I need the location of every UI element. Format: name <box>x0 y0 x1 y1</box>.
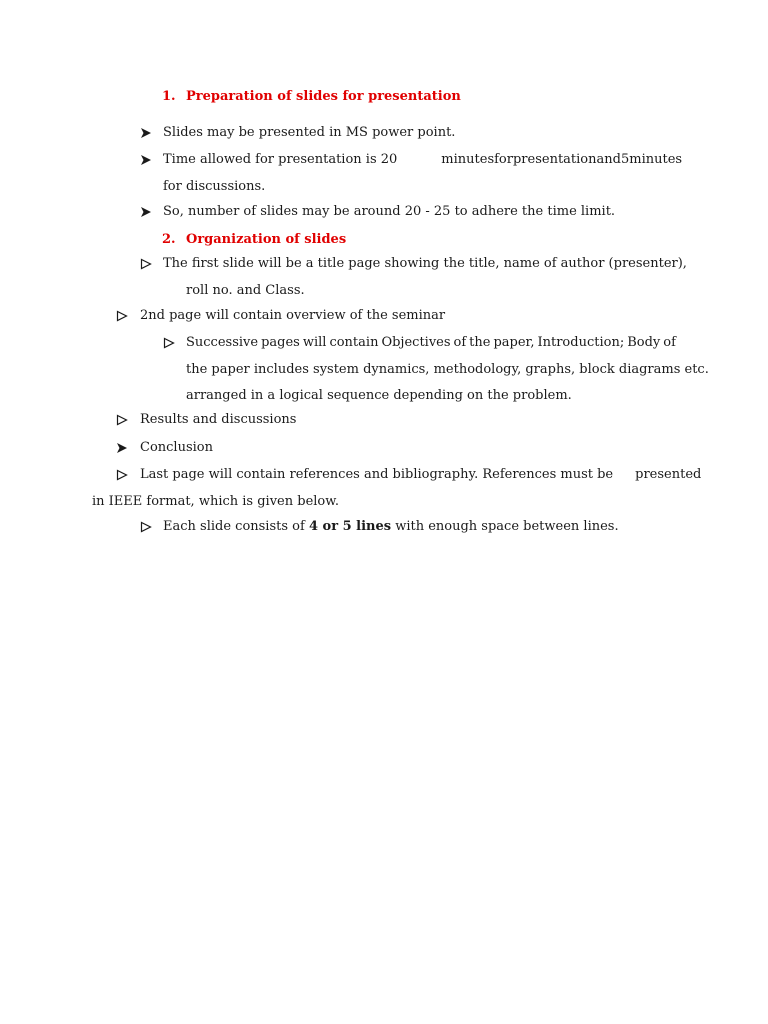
bullet-text-conclusion: Conclusion <box>140 440 213 455</box>
arrowhead-bullet-icon <box>116 310 128 322</box>
bullet-text-time-allowed-line2: for discussions. <box>163 179 266 194</box>
text-fragment: Objectives <box>381 335 451 350</box>
text-fragment: for <box>494 152 513 167</box>
section-1-number: 1. <box>162 89 176 104</box>
bullet-text-first-slide-line2: roll no. and Class. <box>186 283 305 298</box>
text-fragment: Introduction; <box>537 335 625 350</box>
text-fragment: 5 <box>620 152 630 167</box>
text-fragment: pages <box>261 335 300 350</box>
arrowhead-bullet-icon <box>140 521 152 533</box>
text-fragment: Body <box>627 335 661 350</box>
text-fragment: with enough space between lines. <box>391 519 619 534</box>
text-fragment: Successive <box>186 335 259 350</box>
text-fragment: presented <box>635 467 702 482</box>
arrowhead-bullet-icon <box>116 414 128 426</box>
text-fragment: and <box>596 152 621 167</box>
text-fragment: minutes <box>441 152 495 167</box>
arrowhead-bullet-icon <box>140 154 152 166</box>
text-fragment: Last page will contain references and bibliography. References must be <box>140 467 614 482</box>
bullet-text-successive-pages-line3: arranged in a logical sequence depending on the problem. <box>186 388 572 403</box>
bullet-text-successive-pages-line2: the paper includes system dynamics, methodology, graphs, block diagrams etc. <box>186 362 709 377</box>
text-fragment: Time allowed for presentation is 20 <box>163 152 398 167</box>
section-2-number: 2. <box>162 232 176 247</box>
text-fragment: minutes <box>629 152 683 167</box>
bullet-text-number-of-slides: So, number of slides may be around 20 - 25 to adhere the time limit. <box>163 204 616 219</box>
arrowhead-bullet-icon <box>140 258 152 270</box>
arrowhead-bullet-icon <box>140 206 152 218</box>
bullet-text-each-slide <box>163 519 619 535</box>
text-fragment: will <box>302 335 327 350</box>
section-1-title: Preparation of slides for presentation <box>186 89 461 104</box>
section-2-heading <box>162 232 346 248</box>
text-fragment: paper, <box>493 335 535 350</box>
section-1-heading <box>162 89 461 105</box>
text-fragment: presentation <box>512 152 597 167</box>
text-fragment: Each slide consists of <box>163 519 309 534</box>
bullet-text-results: Results and discussions <box>140 412 297 427</box>
text-fragment: the <box>469 335 491 350</box>
text-fragment: of <box>453 335 467 350</box>
arrowhead-bullet-icon <box>140 127 152 139</box>
bullet-text-first-slide-line1: The first slide will be a title page showing the title, name of author (presenter), <box>163 256 687 271</box>
text-fragment: contain <box>329 335 379 350</box>
section-2-title: Organization of slides <box>186 232 347 247</box>
arrowhead-bullet-icon <box>116 469 128 481</box>
arrowhead-bullet-icon <box>163 337 175 349</box>
bullet-text-second-page: 2nd page will contain overview of the seminar <box>140 308 446 323</box>
bullet-text-successive-pages-line1 <box>186 335 676 351</box>
bullet-text-last-page-line1 <box>140 467 701 483</box>
bullet-text-slides-ms-powerpoint: Slides may be presented in MS power point. <box>163 125 456 140</box>
emphasis-lines-count: 4 or 5 lines <box>308 519 392 534</box>
arrowhead-bullet-icon <box>116 442 128 454</box>
text-fragment: of <box>663 335 676 350</box>
bullet-text-last-page-line2: in IEEE format, which is given below. <box>92 494 339 509</box>
bullet-text-time-allowed-line1 <box>163 152 683 168</box>
